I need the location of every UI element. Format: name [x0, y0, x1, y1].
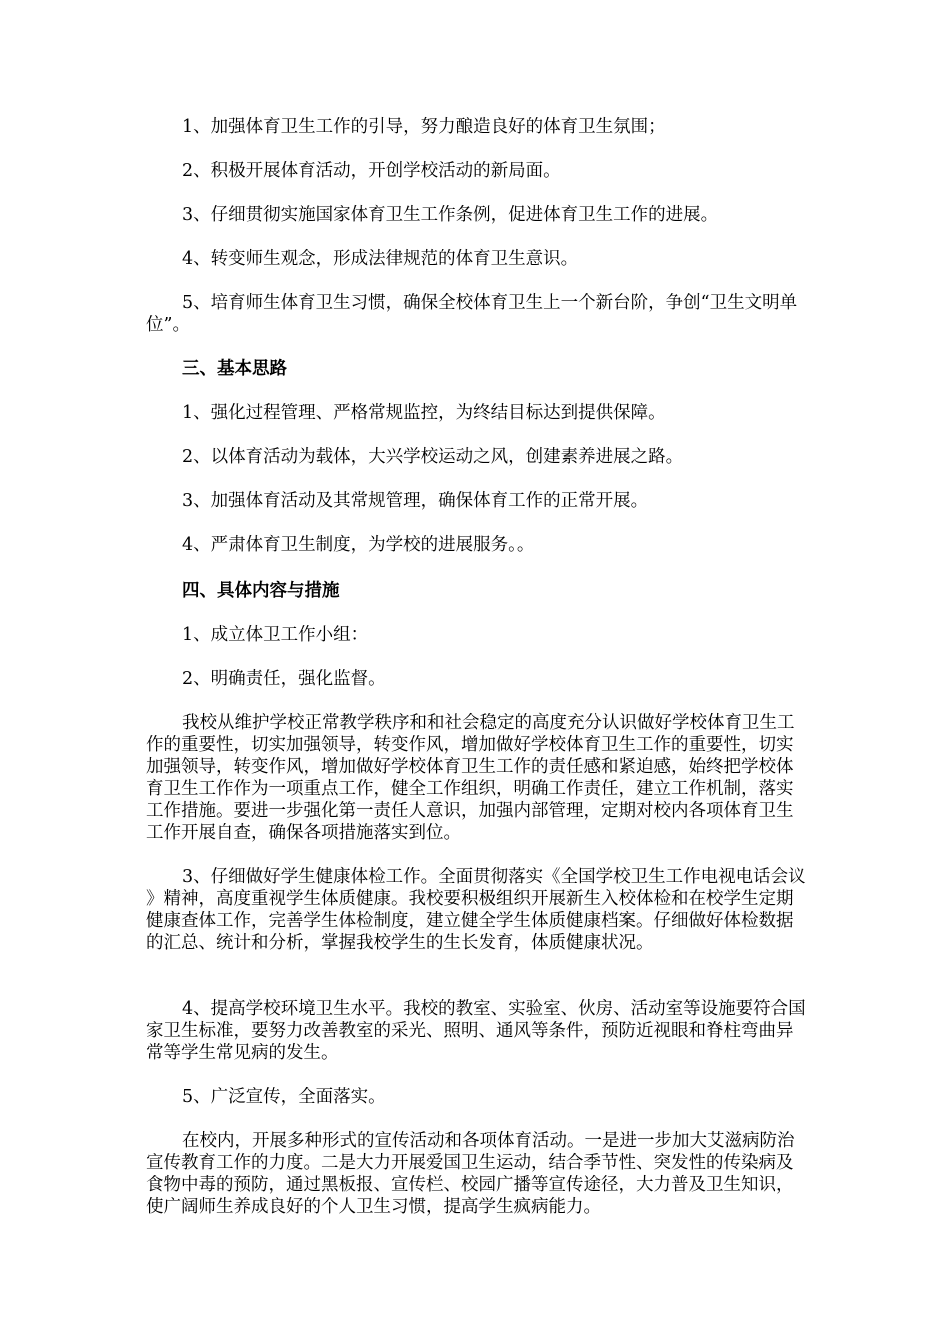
list-item-measure-5: 5、广泛宣传，全面落实。 [182, 1087, 386, 1107]
body-paragraph-environment: 4、提高学校环境卫生水平。我校的教室、实验室、伙房、活动室等设施要符合国家卫生标准，要努力改善教室的采光、照明、通风等条件，预防近视眼和脊柱弯曲异常等学生常见病的发生。 [146, 999, 806, 1063]
section-heading-measures: 四、具体内容与措施 [182, 581, 340, 601]
list-item-idea-1: 1、强化过程管理、严格常规监控，为终结目标达到提供保障。 [182, 403, 666, 423]
list-item-measure-1: 1、成立体卫工作小组： [182, 625, 369, 645]
body-paragraph-responsibility: 我校从维护学校正常教学秩序和和社会稳定的高度充分认识做好学校体育卫生工作的重要性，切实加强领导，转变作风，增加做好学校体育卫生工作的重要性，切实加强领导，转变作风，增加做好学校体育卫生工作的责任感和紧迫感，始终把学校体育卫生工作作为一项重点工作，健全工作组织，明确工作责任，建立工作机制，落实工作措施。要进一步强化第一责任人意识，加强内部管理，定期对校内各项体育卫生工作开展自查，确保各项措施落实到位。 [146, 713, 795, 843]
list-item-idea-3: 3、加强体育活动及其常规管理，确保体育工作的正常开展。 [182, 491, 649, 511]
section-heading-basic-ideas: 三、基本思路 [182, 359, 287, 379]
list-item-goal-3: 3、仔细贯彻实施国家体育卫生工作条例，促进体育卫生工作的进展。 [182, 205, 719, 225]
list-item-measure-2: 2、明确责任，强化监督。 [182, 669, 386, 689]
list-item-goal-1: 1、加强体育卫生工作的引导，努力酿造良好的体育卫生氛围； [182, 117, 666, 137]
list-item-idea-4: 4、严肃体育卫生制度，为学校的进展服务。。 [182, 535, 535, 555]
list-item-goal-5: 5、培育师生体育卫生习惯，确保全校体育卫生上一个新台阶，争创“卫生文明单位”。 [146, 293, 798, 335]
list-item-goal-4: 4、转变师生观念，形成法律规范的体育卫生意识。 [182, 249, 579, 269]
body-paragraph-health-check: 3、仔细做好学生健康体检工作。全面贯彻落实《全国学校卫生工作电视电话会议》精神，高度重视学生体质健康。我校要积极组织开展新生入校体检和在校学生定期健康查体工作，完善学生体检制度，建立健全学生体质健康档案。仔细做好体检数据的汇总、统计和分析，掌握我校学生的生长发育，体质健康状况。 [146, 867, 806, 953]
list-item-goal-2: 2、积极开展体育活动，开创学校活动的新局面。 [182, 161, 561, 181]
list-item-idea-2: 2、以体育活动为载体，大兴学校运动之风，创建素养进展之路。 [182, 447, 684, 467]
body-paragraph-publicity: 在校内，开展多种形式的宣传活动和各项体育活动。一是进一步加大艾滋病防治宣传教育工作的力度。二是大力开展爱国卫生运动，结合季节性、突发性的传染病及食物中毒的预防，通过黑板报、宣传栏、校园广播等宣传途径，大力普及卫生知识，使广阔师生养成良好的个人卫生习惯，提高学生疯病能力。 [146, 1131, 795, 1217]
